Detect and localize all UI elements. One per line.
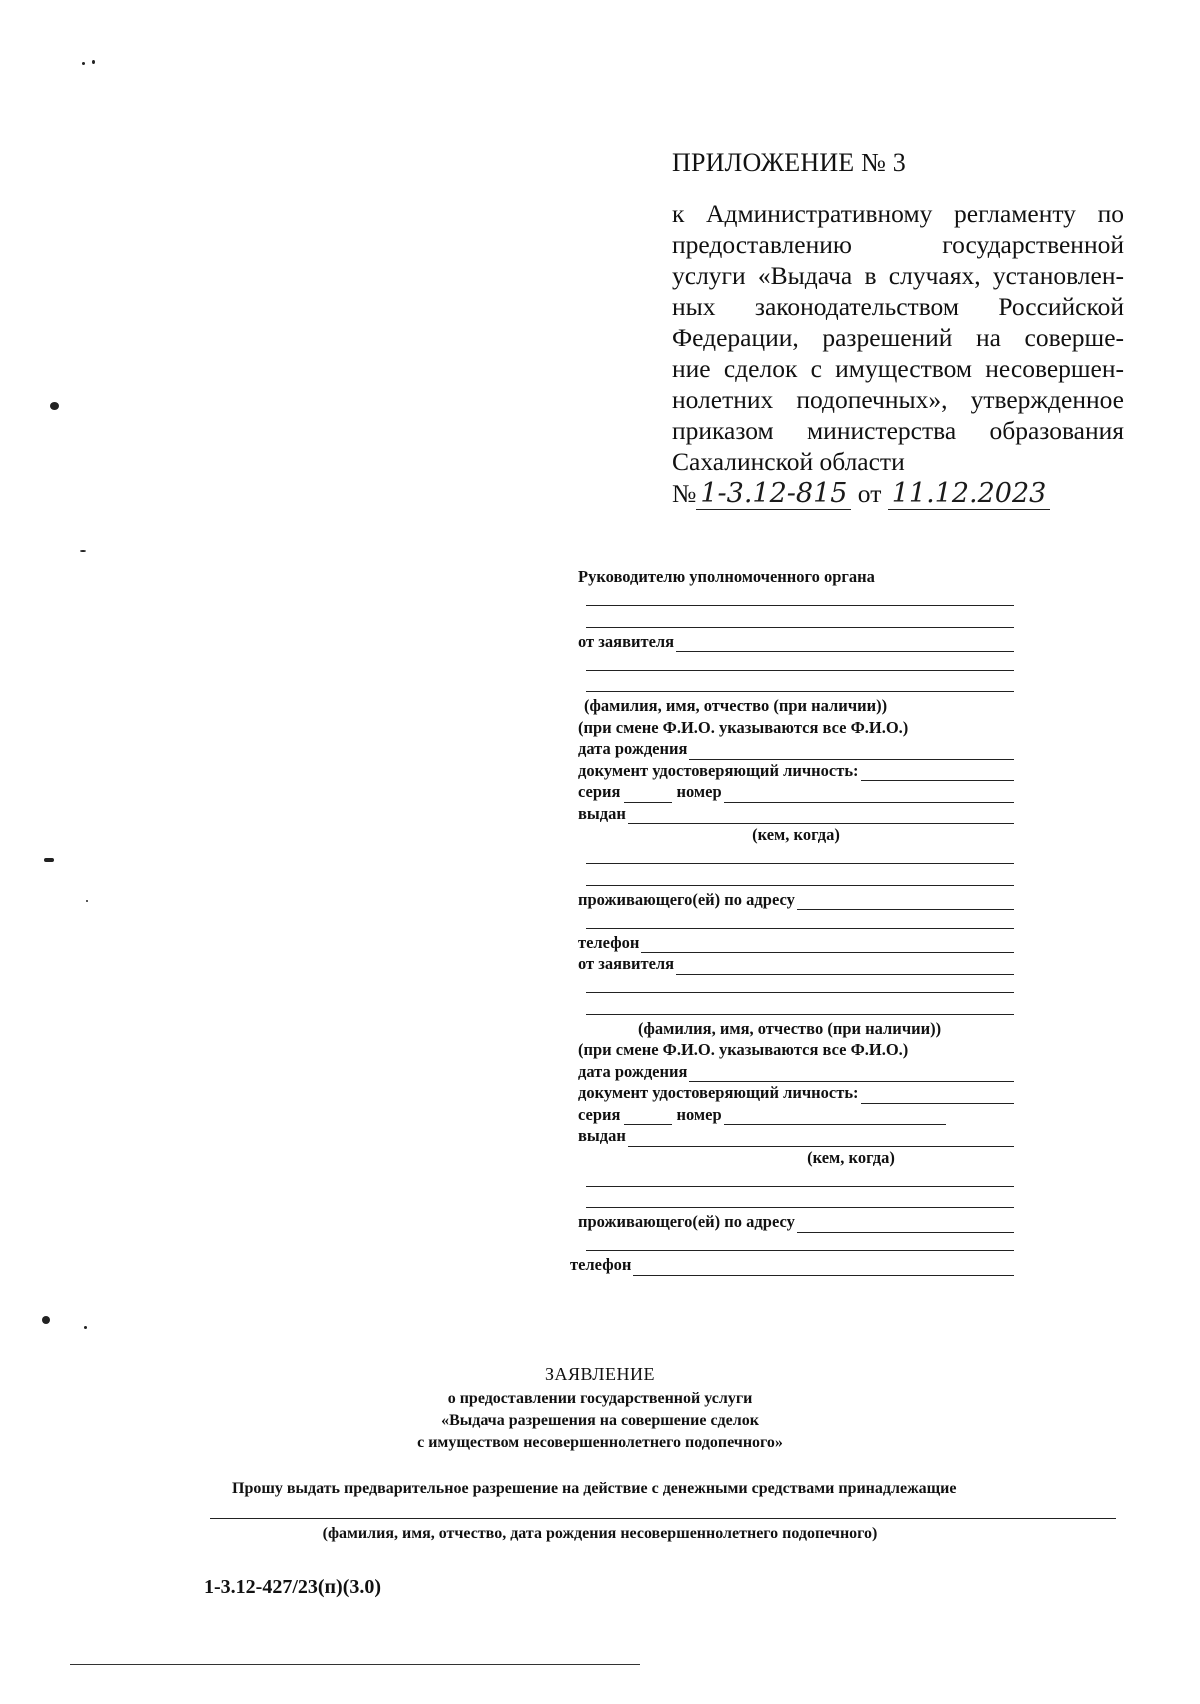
scan-speck bbox=[92, 60, 95, 64]
ward-name-caption: (фамилия, имя, отчество, дата рождения несовершеннолетнего подопечного) bbox=[322, 1525, 878, 1542]
applicant-2-address-field[interactable] bbox=[797, 1216, 1014, 1233]
appendix-title: ПРИЛОЖЕНИЕ № 3 bbox=[672, 148, 906, 177]
handwritten-order-date: 11.12.2023 bbox=[888, 478, 1051, 510]
addressee-field[interactable] bbox=[578, 588, 1014, 610]
handwritten-order-number: 1-3.12-815 bbox=[696, 478, 851, 510]
date-prefix: от bbox=[857, 479, 882, 508]
statement-subtitle-line: с имуществом несовершеннолетнего подопечного» bbox=[417, 1434, 783, 1451]
applicant-2-id-field[interactable] bbox=[861, 1087, 1014, 1104]
applicant-2-phone-field[interactable] bbox=[633, 1259, 1014, 1276]
applicant-2-birth-field[interactable] bbox=[689, 1065, 1014, 1082]
request-text: Прошу выдать предварительное разрешение на действие с денежными средствами принадлежащие bbox=[232, 1480, 957, 1497]
scan-speck bbox=[50, 402, 59, 410]
applicant-2-address-field-2[interactable] bbox=[578, 1233, 1014, 1255]
applicant-2-name-field-2[interactable] bbox=[578, 975, 1014, 997]
applicant-2-issued-row: выдан bbox=[578, 1125, 1014, 1147]
applicant-1-address-field-2[interactable] bbox=[578, 910, 1014, 932]
applicant-form bbox=[570, 566, 1014, 1276]
applicant-1-id-row: документ удостоверяющий личность: bbox=[578, 760, 1014, 782]
applicant-2-number-field[interactable] bbox=[724, 1108, 946, 1125]
appendix-line: услуги «Выдача в случаях, установлен- bbox=[672, 261, 1124, 290]
applicant-1-issued-field-3[interactable] bbox=[578, 867, 1014, 889]
statement-subtitle-line: о предоставлении государственной услуги bbox=[447, 1390, 753, 1407]
addressee-field-2[interactable] bbox=[578, 609, 1014, 631]
applicant-1-name-field-2[interactable] bbox=[578, 652, 1014, 674]
applicant-1-id-field[interactable] bbox=[861, 764, 1014, 781]
applicant-1-name-field[interactable] bbox=[676, 635, 1014, 652]
applicant-1-from-row bbox=[578, 631, 1014, 653]
applicant-2-series-row: серия номер bbox=[578, 1104, 1014, 1126]
applicant-2-issued-field-2[interactable] bbox=[578, 1168, 1014, 1190]
appendix-text bbox=[672, 198, 1124, 477]
applicant-2-issued-field[interactable] bbox=[628, 1130, 1014, 1147]
applicant-2-phone-row: телефон bbox=[570, 1254, 1014, 1276]
scan-speck bbox=[44, 858, 54, 862]
applicant-1-phone-field[interactable] bbox=[641, 936, 1014, 953]
addressee-row bbox=[578, 566, 1014, 588]
scan-speck bbox=[86, 900, 88, 902]
statement-title: ЗАЯВЛЕНИЕ bbox=[544, 1364, 656, 1384]
applicant-2-issued-field-3[interactable] bbox=[578, 1190, 1014, 1212]
applicant-2-series-field[interactable] bbox=[624, 1108, 672, 1125]
appendix-line: ных законодательством Российской bbox=[672, 292, 1124, 321]
appendix-line: приказом министерства образования bbox=[672, 416, 1124, 445]
applicant-1-birth-field[interactable] bbox=[689, 743, 1014, 760]
applicant-1-change-note: (при смене Ф.И.О. указываются все Ф.И.О.) bbox=[578, 717, 909, 737]
applicant-1-issued-note: (кем, когда) bbox=[752, 825, 840, 844]
applicant-2-name-field[interactable] bbox=[676, 958, 1014, 975]
order-number-row bbox=[672, 478, 1050, 510]
applicant-1-issued-row: выдан bbox=[578, 803, 1014, 825]
applicant-2-name-note: (фамилия, имя, отчество (при наличии)) bbox=[638, 1018, 942, 1038]
scan-speck bbox=[84, 1326, 87, 1329]
applicant-1-address-field[interactable] bbox=[797, 893, 1014, 910]
applicant-1-from-label: от заявителя bbox=[578, 631, 675, 651]
statement-subtitle-line: «Выдача разрешения на совершение сделок bbox=[441, 1412, 759, 1429]
bottom-rule bbox=[70, 1664, 640, 1665]
applicant-1-birth-row: дата рождения bbox=[578, 738, 1014, 760]
applicant-1-number-field[interactable] bbox=[724, 786, 1014, 803]
document-code: 1-3.12-427/23(п)(3.0) bbox=[204, 1576, 382, 1598]
scan-speck bbox=[82, 62, 85, 65]
addressee-label: Руководителю уполномоченного органа bbox=[578, 567, 875, 586]
applicant-2-address-row: проживающего(ей) по адресу bbox=[578, 1211, 1014, 1233]
applicant-2-name-field-3[interactable] bbox=[578, 996, 1014, 1018]
applicant-1-issued-field-2[interactable] bbox=[578, 846, 1014, 868]
applicant-2-change-note: (при смене Ф.И.О. указываются все Ф.И.О.) bbox=[578, 1040, 909, 1059]
applicant-1-phone-row: телефон bbox=[578, 932, 1014, 954]
appendix-line: нолетних подопечных», утвержденное bbox=[672, 385, 1124, 414]
applicant-2-id-row: документ удостоверяющий личность: bbox=[578, 1082, 1014, 1104]
appendix-line: Федерации, разрешений на соверше- bbox=[672, 323, 1124, 352]
ward-name-field[interactable] bbox=[210, 1518, 1116, 1519]
scan-speck bbox=[80, 550, 86, 552]
applicant-1-name-field-3[interactable] bbox=[578, 674, 1014, 696]
appendix-line: ние сделок с имуществом несовершен- bbox=[672, 354, 1124, 383]
applicant-2-issued-note: (кем, когда) bbox=[807, 1147, 895, 1167]
applicant-2-from-row: от заявителя bbox=[578, 953, 1014, 975]
appendix-line: Сахалинской области bbox=[672, 447, 905, 476]
applicant-1-name-note: (фамилия, имя, отчество (при наличии)) bbox=[584, 696, 888, 715]
applicant-1-address-row: проживающего(ей) по адресу bbox=[578, 889, 1014, 911]
number-prefix: № bbox=[672, 479, 697, 508]
appendix-line: предоставлению государственной bbox=[672, 230, 1124, 259]
applicant-1-series-field[interactable] bbox=[624, 786, 672, 803]
applicant-2-birth-row: дата рождения bbox=[578, 1061, 1014, 1083]
appendix-line: к Административному регламенту по bbox=[672, 199, 1124, 228]
applicant-1-series-row: серия номер bbox=[578, 781, 1014, 803]
scan-speck bbox=[42, 1316, 50, 1324]
applicant-1-issued-field[interactable] bbox=[628, 807, 1014, 824]
